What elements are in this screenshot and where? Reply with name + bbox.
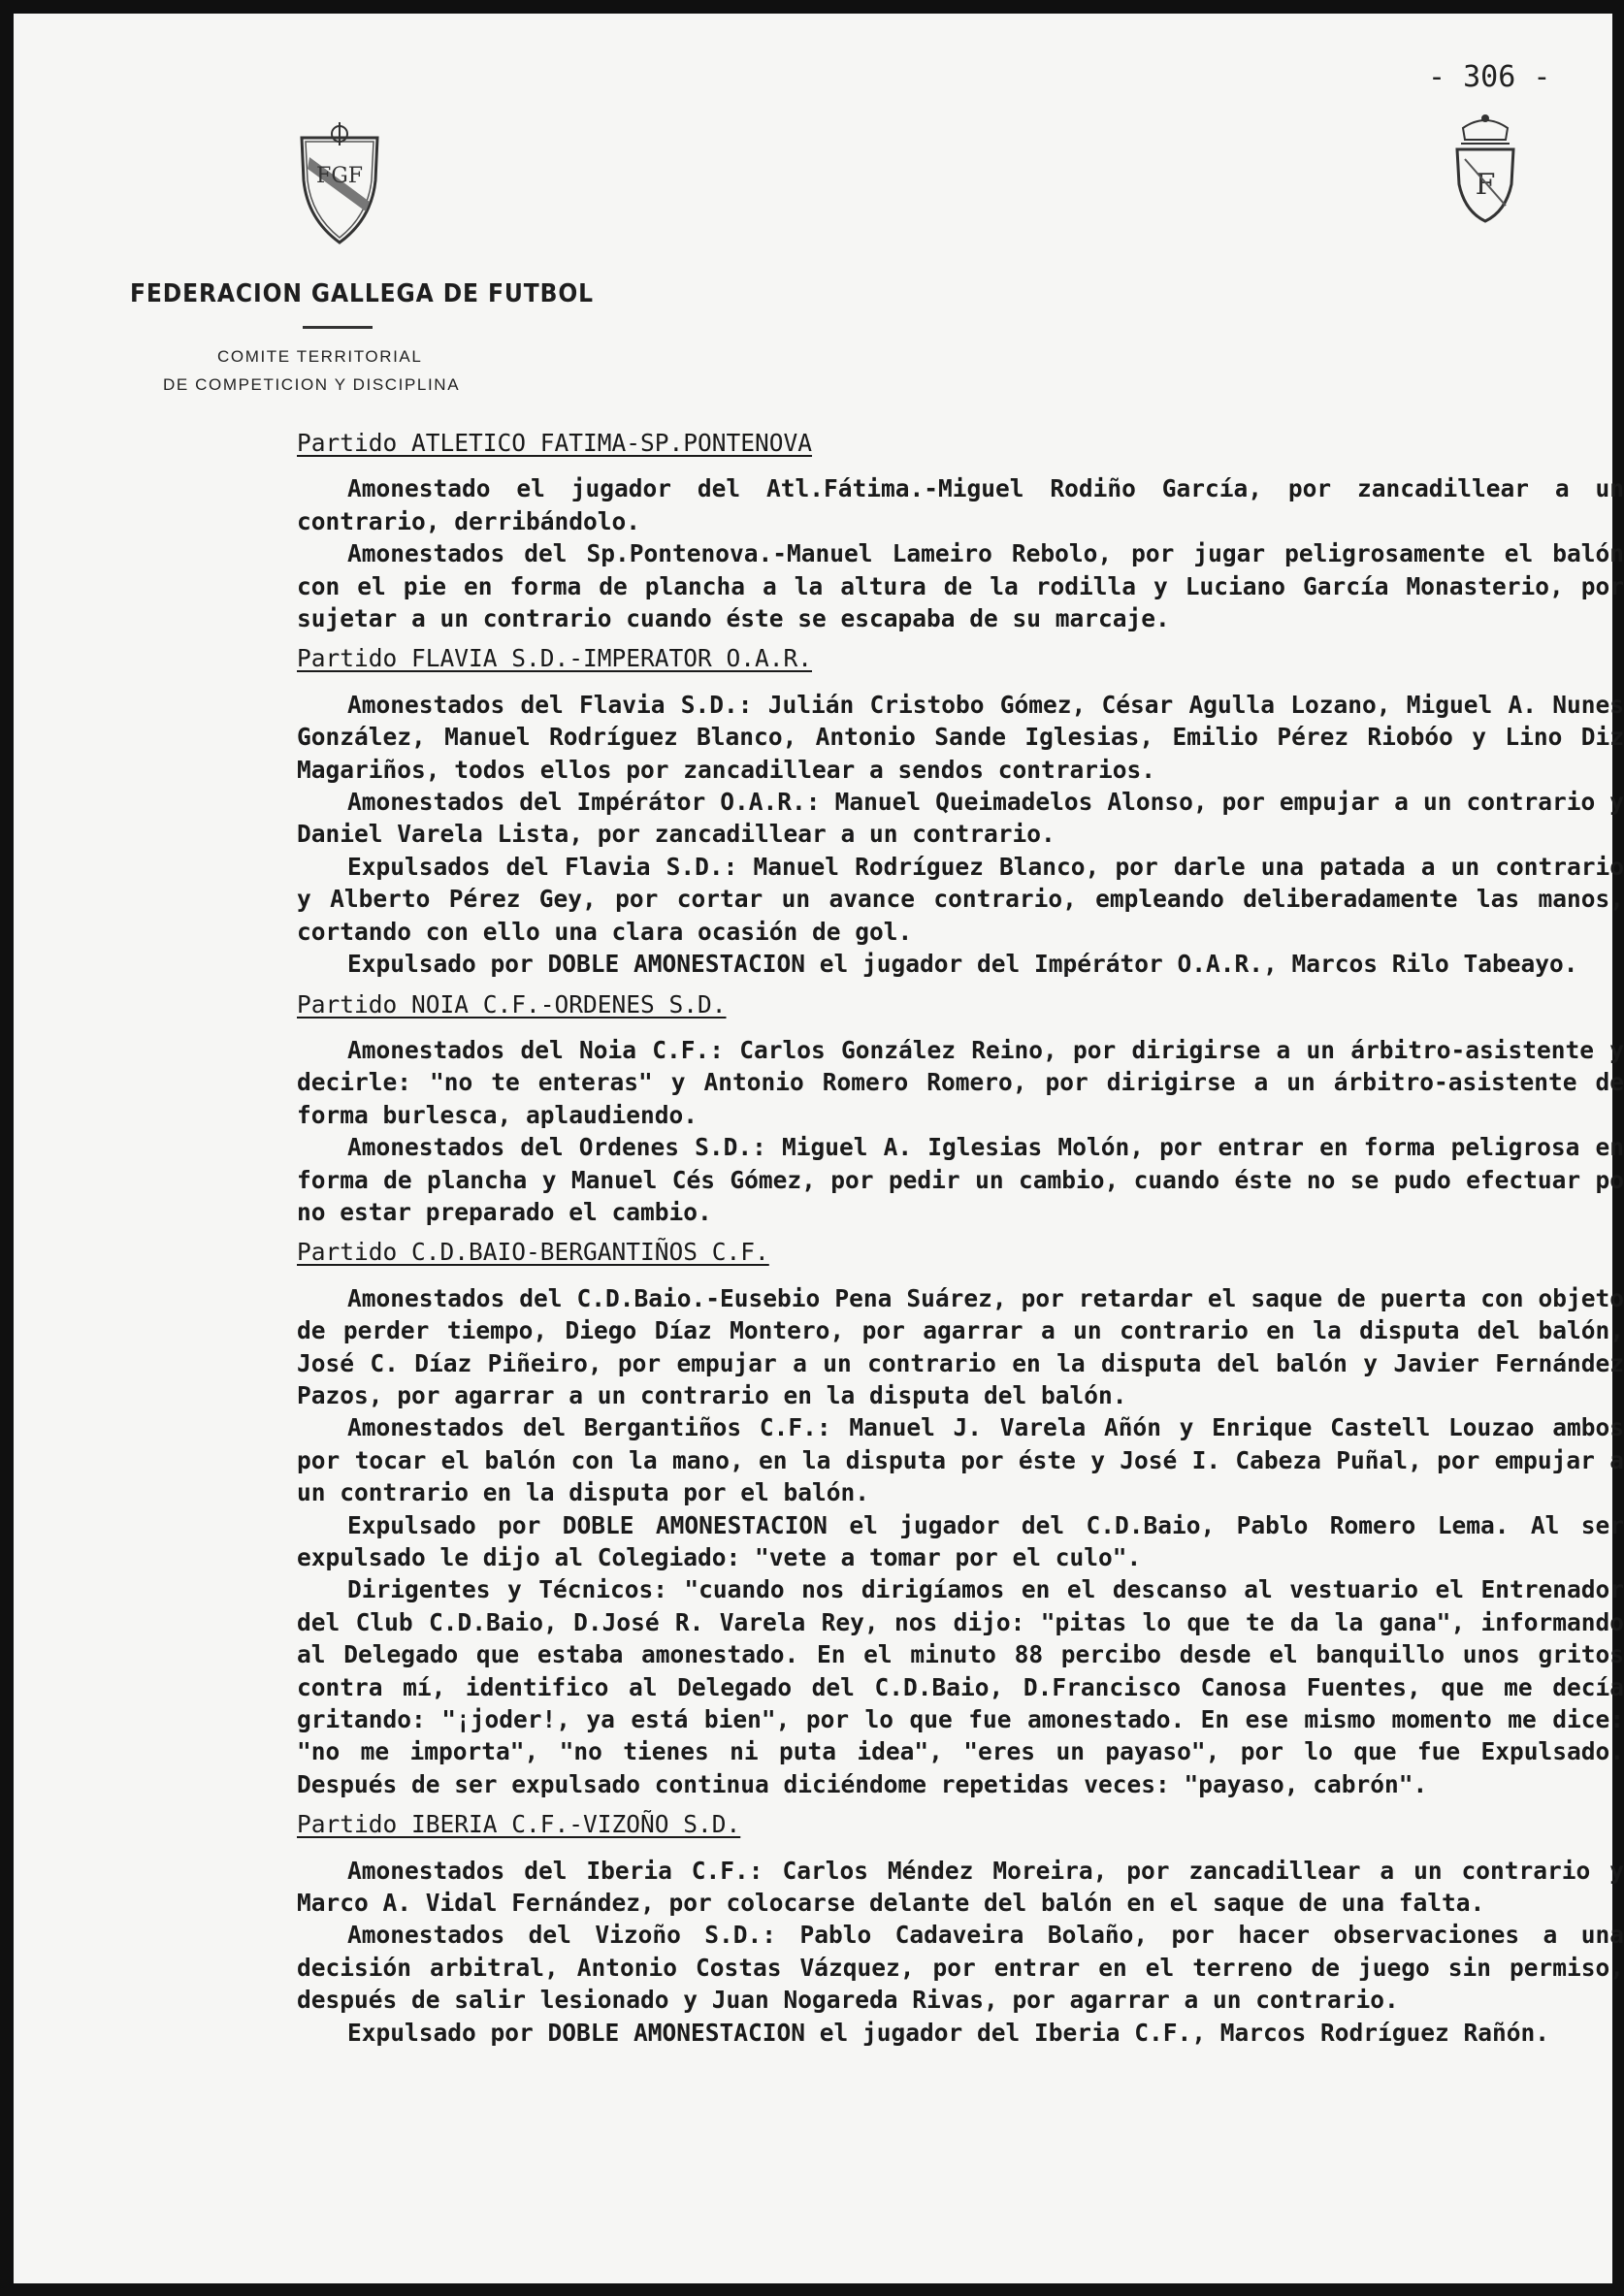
sanction-paragraph: Amonestados del Impérátor O.A.R.: Manuel Queimadelos Alonso, por empujar a un contrario y Daniel Varela Lista, por zancadillear a un contrario.	[297, 788, 1624, 849]
federation-title: FEDERACION GALLEGA DE FUTBOL	[130, 279, 594, 308]
svg-text:F: F	[1475, 168, 1496, 202]
sanction-paragraph: Expulsado por DOBLE AMONESTACION el jugador del C.D.Baio, Pablo Romero Lema. Al ser expulsado le dijo al Colegiado: "vete a tomar por el culo".	[297, 1510, 1624, 1571]
sanction-paragraph: Amonestados del Sp.Pontenova.-Manuel Lameiro Rebolo, por jugar peligrosamente el balón con el pie en forma de plancha a la altura de la rodilla y Luciano García Monasterio, por sujetar a un contrario cuando éste se escapaba de su marcaje.	[297, 539, 1624, 633]
federation-shield-icon	[298, 118, 381, 251]
committee-line-2: DE COMPETICION Y DISCIPLINA	[163, 375, 461, 394]
page-number: - 306 -	[1428, 60, 1551, 94]
sanction-paragraph: Amonestados del Flavia S.D.: Julián Cristobo Gómez, César Agulla Lozano, Miguel A. Nunes González, Manuel Rodríguez Blanco, Antonio Sande Iglesias, Emilio Pérez Riobóo y Lino Diz Magariños, todos ellos por zancadillear a sendos contrarios.	[297, 690, 1624, 784]
sanction-paragraph: Amonestados del Iberia C.F.: Carlos Méndez Moreira, por zancadillear a un contrario y Marco A. Vidal Fernández, por colocarse delante del balón en el saque de una falta.	[297, 1856, 1624, 1918]
match-heading: Partido IBERIA C.F.-VIZOÑO S.D.	[297, 1810, 741, 1839]
document-page	[14, 14, 1624, 2283]
document-body	[297, 427, 1624, 2049]
sanction-paragraph: Amonestados del Vizoño S.D.: Pablo Cadaveira Bolaño, por hacer observaciones a una decisión arbitral, Antonio Costas Vázquez, por entrar en el terreno de juego sin permiso, después de salir lesionado y Juan Nogareda Rivas, por agarrar a un contrario.	[297, 1921, 1624, 2015]
sanction-paragraph: Expulsado por DOBLE AMONESTACION el jugador del Impérátor O.A.R., Marcos Rilo Tabeayo.	[347, 950, 1578, 979]
sanction-paragraph: Expulsados del Flavia S.D.: Manuel Rodríguez Blanco, por darle una patada a un contrario y Alberto Pérez Gey, por cortar un avance contrario, empleando deliberadamente las manos, cortando con ello una clara ocasión de gol.	[297, 852, 1624, 946]
svg-text:FGF: FGF	[315, 164, 364, 188]
sanction-paragraph: Amonestado el jugador del Atl.Fátima.-Miguel Rodiño García, por zancadillear a un contrario, derribándolo.	[297, 474, 1624, 535]
sanction-paragraph: Amonestados del Noia C.F.: Carlos González Reino, por dirigirse a un árbitro-asistente y decirle: "no te enteras" y Antonio Romero Romero, por dirigirse a un árbitro-asistente de forma burlesca, aplaudiendo.	[297, 1035, 1624, 1129]
sanction-paragraph: Amonestados del C.D.Baio.-Eusebio Pena Suárez, por retardar el saque de puerta con objeto de perder tiempo, Diego Díaz Montero, por agarrar a un contrario en la disputa del balón, José C. Díaz Piñeiro, por empujar a un contrario en la disputa del balón y Javier Fernández Pazos, por agarrar a un contrario en la disputa del balón.	[297, 1283, 1624, 1409]
match-heading: Partido FLAVIA S.D.-IMPERATOR O.A.R.	[297, 644, 813, 673]
rfef-crest-icon	[1451, 111, 1519, 230]
sanction-paragraph: Dirigentes y Técnicos: "cuando nos dirigíamos en el descanso al vestuario el Entrenador del Club C.D.Baio, D.José R. Varela Rey, nos dijo: "pitas lo que te da la gana", informando al Delegado que estaba amonestado. En el minuto 88 percibo desde el banquillo unos gritos contra mí, identifico al Delegado del C.D.Baio, D.Francisco Canosa Fuentes, que me decía gritando: "¡joder!, ya está bien", por lo que fue amonestado. En ese mismo momento me dice: "no me importa", "no tienes ni puta idea", "eres un payaso", por lo que fue Expulsado. Después de ser expulsado continua diciéndome repetidas veces: "payaso, cabrón".	[297, 1575, 1624, 1798]
committee-line-1: COMITE TERRITORIAL	[217, 347, 423, 366]
sanction-paragraph: Amonestados del Ordenes S.D.: Miguel A. Iglesias Molón, por entrar en forma peligrosa en forma de plancha y Manuel Cés Gómez, por pedir un cambio, cuando éste no se pudo efectuar po no estar preparado el cambio.	[297, 1133, 1624, 1226]
match-heading: Partido NOIA C.F.-ORDENES S.D.	[297, 989, 727, 1019]
match-heading: Partido C.D.BAIO-BERGANTIÑOS C.F.	[297, 1238, 769, 1267]
letterhead-divider	[303, 326, 373, 329]
match-heading: Partido ATLETICO FATIMA-SP.PONTENOVA	[297, 429, 813, 457]
sanction-paragraph: Amonestados del Bergantiños C.F.: Manuel J. Varela Añón y Enrique Castell Louzao ambos por tocar el balón con la mano, en la disputa por éste y José I. Cabeza Puñal, por empujar a un contrario en la disputa por el balón.	[297, 1413, 1624, 1507]
sanction-paragraph: Expulsado por DOBLE AMONESTACION el jugador del Iberia C.F., Marcos Rodríguez Rañón.	[347, 2018, 1550, 2047]
